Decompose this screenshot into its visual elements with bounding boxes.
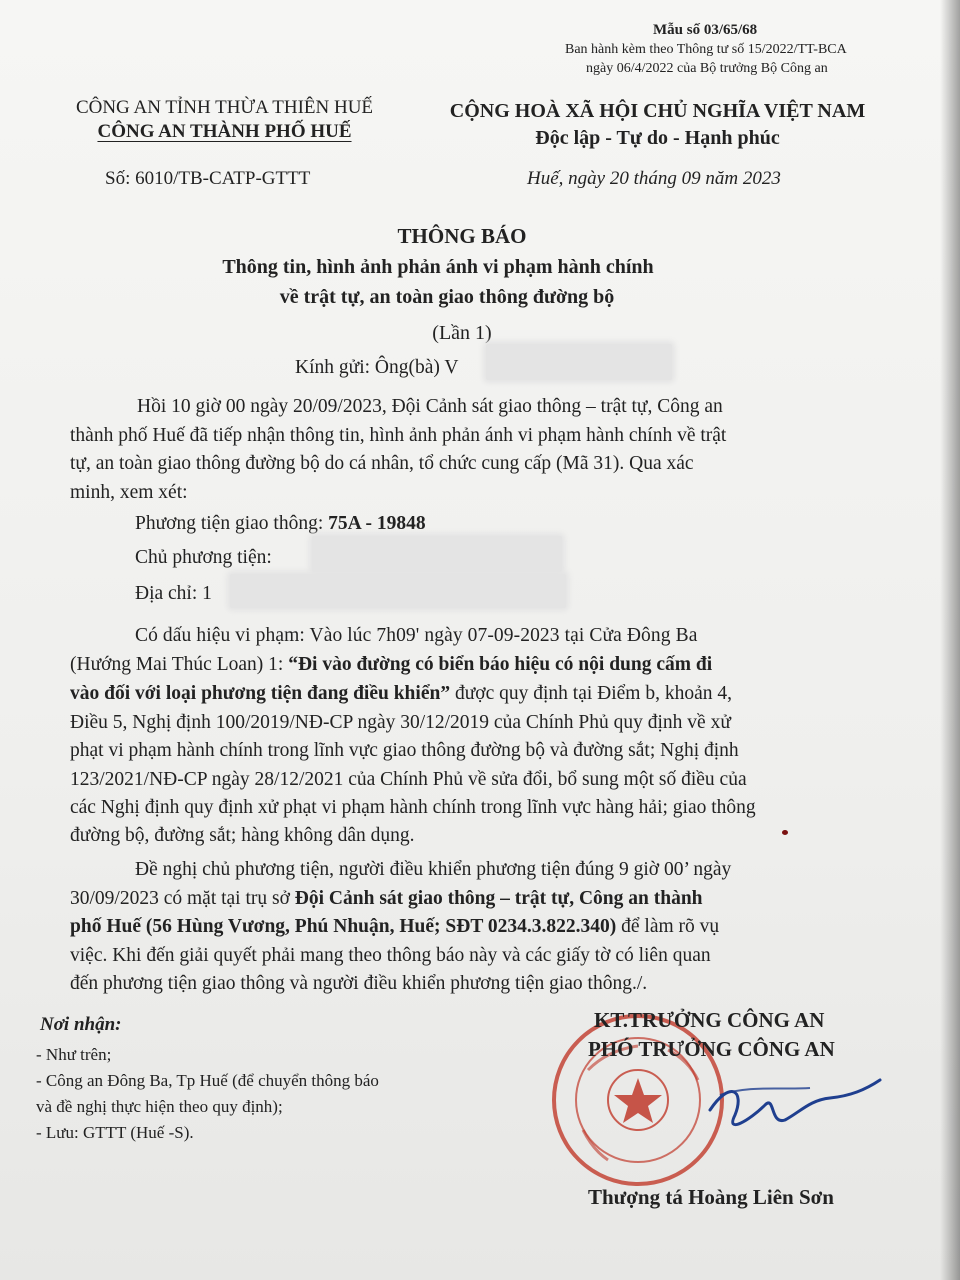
- request-line-3: [70, 913, 719, 941]
- request-line-5: đến phương tiện giao thông và người điều khiển phương tiện giao thông./.: [70, 973, 648, 994]
- recipients-item-4: - Lưu: GTTT (Huế -S).: [36, 1123, 194, 1142]
- address-label: Địa chỉ:: [135, 583, 203, 604]
- redaction-owner: [312, 536, 562, 572]
- vehicle-label: Phương tiện giao thông:: [135, 513, 329, 534]
- place-date: Huế, ngày 20 tháng 09 năm 2023: [527, 168, 781, 189]
- violation-location: (Hướng Mai Thúc Loan) 1:: [70, 654, 289, 675]
- document-subtitle-2: về trật tự, an toàn giao thông đường bộ: [279, 286, 615, 308]
- violation-line-5: phạt vi phạm hành chính trong lĩnh vực giao thông đường bộ và đường sắt; Nghị định: [70, 740, 739, 761]
- form-number: Mẫu số 03/65/68: [653, 22, 758, 38]
- violation-line-2: [70, 651, 712, 679]
- intro-line-1: Hồi 10 giờ 00 ngày 20/09/2023, Đội Cảnh sát giao thông – trật tự, Công an: [137, 396, 723, 417]
- violation-line-7: các Nghị định quy định xử phạt vi phạm hành chính trong lĩnh vực hàng hải; giao thông: [70, 797, 756, 818]
- agency-parent: CÔNG AN TỈNH THỪA THIÊN HUẾ: [75, 97, 374, 118]
- recipients-title: Nơi nhận:: [40, 1014, 122, 1035]
- recipient-line: [295, 354, 459, 382]
- form-issued-line1: Ban hành kèm theo Thông tư số 15/2022/TT-BCA: [565, 42, 847, 57]
- request-purpose: để làm rõ vụ: [616, 916, 720, 937]
- motto: Độc lập - Tự do - Hạnh phúc: [535, 127, 780, 149]
- address-value: 1: [202, 583, 212, 604]
- request-address: phố Huế (56 Hùng Vương, Phú Nhuận, Huế; SĐT 0234.3.822.340): [70, 916, 617, 937]
- signer-name: Thượng tá Hoàng Liên Sơn: [588, 1185, 834, 1209]
- address-line: [135, 580, 212, 608]
- document-subtitle-1: Thông tin, hình ảnh phản ánh vi phạm hành chính: [222, 256, 654, 278]
- violation-line-1: Có dấu hiệu vi phạm: Vào lúc 7h09' ngày 07-09-2023 tại Cửa Đông Ba: [135, 625, 698, 646]
- intro-line-3: tự, an toàn giao thông đường bộ do cá nhân, tổ chức cung cấp (Mã 31). Qua xác: [70, 453, 694, 474]
- request-line-2: [70, 885, 703, 913]
- recipient-label: Kính gửi: Ông(bà): [295, 357, 445, 378]
- vehicle-plate: 75A - 19848: [328, 513, 426, 534]
- signature-title-2: PHÓ TRƯỞNG CÔNG AN: [588, 1037, 835, 1061]
- recipient-name: V: [444, 357, 459, 378]
- recipients-item-3: và đề nghị thực hiện theo quy định);: [36, 1097, 283, 1116]
- violation-line-8: đường bộ, đường sắt; hàng không dân dụng.: [70, 825, 415, 846]
- request-office: Đội Cảnh sát giao thông – trật tự, Công an thành: [294, 888, 703, 909]
- request-date: 30/09/2023 có mặt tại trụ sở: [70, 888, 295, 909]
- violation-description-a: “Đi vào đường có biển báo hiệu có nội dung cấm đi: [288, 654, 713, 675]
- handwritten-signature: [690, 1050, 890, 1170]
- intro-line-4: minh, xem xét:: [70, 482, 188, 503]
- vehicle-line: [135, 510, 426, 538]
- document-number: Số: 6010/TB-CATP-GTTT: [105, 168, 311, 189]
- violation-description-b: vào đối với loại phương tiện đang điều khiển”: [70, 683, 451, 704]
- form-issued-line2: ngày 06/4/2022 của Bộ trưởng Bộ Công an: [586, 61, 828, 76]
- document-attempt: (Lần 1): [432, 322, 492, 344]
- recipients-item-2: - Công an Đông Ba, Tp Huế (để chuyển thông báo: [36, 1071, 379, 1090]
- signature-title-1: KT.TRƯỞNG CÔNG AN: [594, 1008, 825, 1032]
- recipients-item-1: - Như trên;: [36, 1045, 112, 1064]
- agency-name: CÔNG AN THÀNH PHỐ HUẾ: [97, 121, 352, 142]
- redaction-address: [230, 574, 566, 608]
- ink-dot: [782, 830, 788, 835]
- intro-line-2: thành phố Huế đã tiếp nhận thông tin, hình ảnh phản ánh vi phạm hành chính về trật: [70, 425, 727, 446]
- country-name: CỘNG HOÀ XÃ HỘI CHỦ NGHĨA VIỆT NAM: [449, 100, 866, 122]
- violation-line-6: 123/2021/NĐ-CP ngày 28/12/2021 của Chính Phủ về sửa đổi, bổ sung một số điều của: [70, 769, 747, 790]
- violation-regulation: được quy định tại Điểm b, khoản 4,: [450, 683, 732, 704]
- request-line-1: Đề nghị chủ phương tiện, người điều khiển phương tiện đúng 9 giờ 00’ ngày: [135, 859, 732, 880]
- request-line-4: việc. Khi đến giải quyết phải mang theo thông báo này và các giấy tờ có liên quan: [70, 945, 711, 966]
- owner-label: Chủ phương tiện:: [135, 547, 272, 568]
- violation-line-3: [70, 680, 732, 708]
- redaction-recipient: [486, 344, 672, 380]
- motto-block: [430, 124, 885, 152]
- violation-line-4: Điều 5, Nghị định 100/2019/NĐ-CP ngày 30/12/2019 của Chính Phủ quy định về xử: [70, 712, 731, 733]
- document-title: THÔNG BÁO: [397, 224, 527, 248]
- agency-name-block: [52, 119, 397, 145]
